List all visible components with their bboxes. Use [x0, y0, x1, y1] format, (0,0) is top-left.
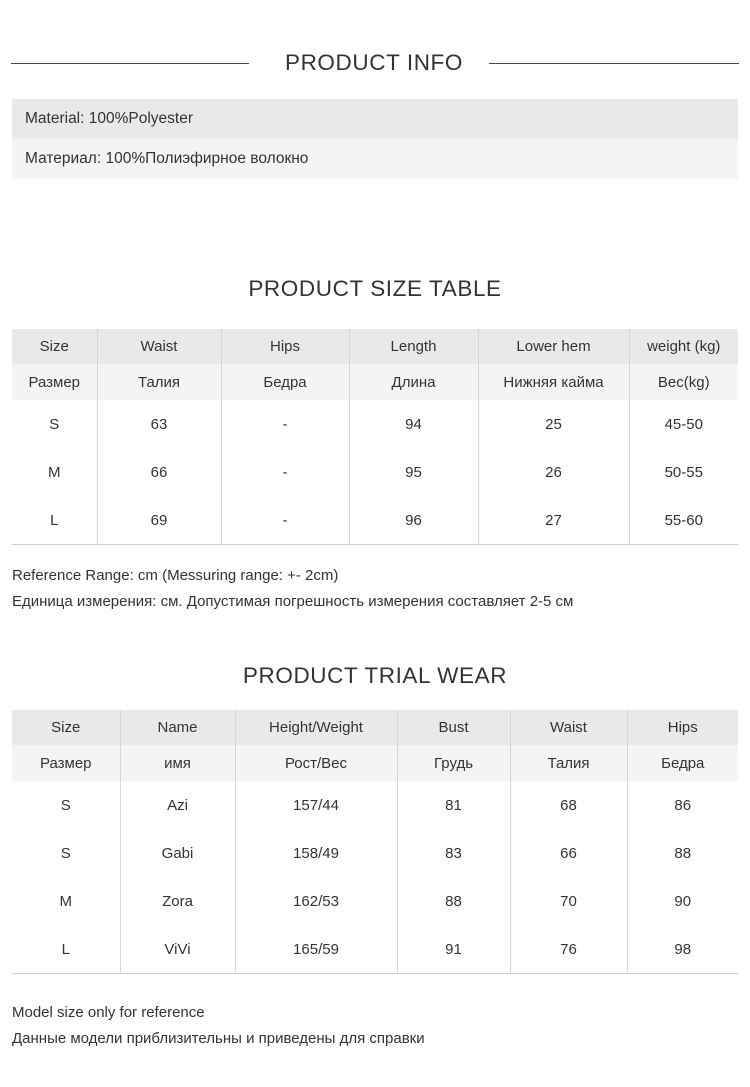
- col-header-waist-ru: Талия: [97, 364, 221, 400]
- cell-hw: 158/49: [235, 829, 397, 877]
- size-table-title: PRODUCT SIZE TABLE: [248, 276, 502, 301]
- cell-lowerhem: 26: [478, 448, 629, 496]
- cell-name: Gabi: [120, 829, 235, 877]
- size-note-ru: Единица измерения: см. Допустимая погрешность измерения составляет 2-5 см: [12, 593, 574, 610]
- table-row: [12, 829, 738, 877]
- cell-length: 96: [349, 496, 478, 545]
- trial-wear-notes: [12, 1000, 742, 1052]
- col-header-bust-en: Bust: [397, 710, 510, 745]
- cell-hips: 86: [627, 781, 738, 829]
- cell-lowerhem: 27: [478, 496, 629, 545]
- cell-waist: 76: [510, 925, 627, 974]
- col-header-name-en: Name: [120, 710, 235, 745]
- heading-rule-right: [489, 63, 739, 64]
- col-header-hw-en: Height/Weight: [235, 710, 397, 745]
- col-header-size-ru: Размер: [12, 364, 97, 400]
- col-header-size-ru: Размер: [12, 745, 120, 781]
- col-header-lowerhem-en: Lower hem: [478, 329, 629, 364]
- size-note-en: Reference Range: cm (Messuring range: +- 2cm): [12, 567, 339, 584]
- cell-waist: 66: [510, 829, 627, 877]
- cell-hips: 88: [627, 829, 738, 877]
- col-header-hips-ru: Бедра: [221, 364, 349, 400]
- trial-wear-title: PRODUCT TRIAL WEAR: [242, 663, 508, 688]
- cell-size: M: [12, 877, 120, 925]
- cell-name: Azi: [120, 781, 235, 829]
- cell-size: M: [12, 448, 97, 496]
- material-row-en: Material: 100%Polyester: [12, 99, 738, 139]
- cell-weight: 45-50: [629, 400, 738, 448]
- table-row: [12, 925, 738, 974]
- cell-hips: -: [221, 400, 349, 448]
- col-header-name-ru: имя: [120, 745, 235, 781]
- size-table-notes: [12, 563, 742, 615]
- cell-hw: 165/59: [235, 925, 397, 974]
- cell-waist: 70: [510, 877, 627, 925]
- material-row-ru: Материал: 100%Полиэфирное волокно: [12, 139, 738, 179]
- cell-length: 94: [349, 400, 478, 448]
- trial-table-header-en: [12, 710, 738, 745]
- col-header-size-en: Size: [12, 710, 120, 745]
- product-info-title: PRODUCT INFO: [284, 50, 464, 75]
- cell-name: ViVi: [120, 925, 235, 974]
- col-header-size-en: Size: [12, 329, 97, 364]
- table-row: [12, 781, 738, 829]
- cell-weight: 55-60: [629, 496, 738, 545]
- table-row: [12, 400, 738, 448]
- cell-waist: 69: [97, 496, 221, 545]
- col-header-waist-en: Waist: [97, 329, 221, 364]
- cell-hw: 162/53: [235, 877, 397, 925]
- cell-bust: 81: [397, 781, 510, 829]
- col-header-waist-en: Waist: [510, 710, 627, 745]
- cell-size: L: [12, 496, 97, 545]
- model-note-en: Model size only for reference: [12, 1004, 205, 1021]
- col-header-weight-en: weight (kg): [629, 329, 738, 364]
- table-row: [12, 448, 738, 496]
- col-header-hips-ru: Бедра: [627, 745, 738, 781]
- cell-lowerhem: 25: [478, 400, 629, 448]
- cell-weight: 50-55: [629, 448, 738, 496]
- cell-hips: 98: [627, 925, 738, 974]
- cell-hips: -: [221, 496, 349, 545]
- col-header-waist-ru: Талия: [510, 745, 627, 781]
- size-table-header-ru: [12, 364, 738, 400]
- table-row: [12, 496, 738, 545]
- cell-hips: 90: [627, 877, 738, 925]
- trial-table-header-ru: [12, 745, 738, 781]
- model-note-ru: Данные модели приблизительны и приведены для справки: [12, 1030, 425, 1047]
- size-table: [12, 329, 738, 545]
- cell-waist: 68: [510, 781, 627, 829]
- product-info-heading: [0, 46, 750, 80]
- size-table-header-en: [12, 329, 738, 364]
- cell-hw: 157/44: [235, 781, 397, 829]
- table-row: [12, 877, 738, 925]
- cell-size: S: [12, 781, 120, 829]
- col-header-lowerhem-ru: Нижняя кайма: [478, 364, 629, 400]
- col-header-bust-ru: Грудь: [397, 745, 510, 781]
- col-header-hips-en: Hips: [627, 710, 738, 745]
- cell-waist: 63: [97, 400, 221, 448]
- cell-size: S: [12, 400, 97, 448]
- trial-wear-table: [12, 710, 738, 974]
- cell-length: 95: [349, 448, 478, 496]
- cell-hips: -: [221, 448, 349, 496]
- cell-size: S: [12, 829, 120, 877]
- col-header-weight-ru: Вес(kg): [629, 364, 738, 400]
- cell-name: Zora: [120, 877, 235, 925]
- col-header-hips-en: Hips: [221, 329, 349, 364]
- col-header-length-ru: Длина: [349, 364, 478, 400]
- cell-waist: 66: [97, 448, 221, 496]
- cell-bust: 88: [397, 877, 510, 925]
- cell-bust: 91: [397, 925, 510, 974]
- cell-size: L: [12, 925, 120, 974]
- col-header-hw-ru: Рост/Вес: [235, 745, 397, 781]
- col-header-length-en: Length: [349, 329, 478, 364]
- heading-rule-left: [11, 63, 249, 64]
- cell-bust: 83: [397, 829, 510, 877]
- material-block: [12, 99, 738, 179]
